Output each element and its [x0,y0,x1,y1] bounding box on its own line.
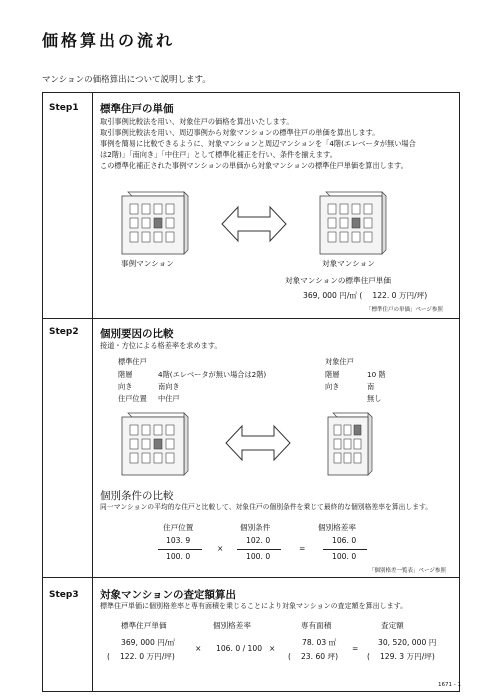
fraction-denominator: 100. 0 [332,552,357,561]
tgt-value: 無し [367,394,382,403]
times-sign: × [269,644,276,653]
equals-sign: = [352,644,359,653]
step3-subtext: 標準住戸単価に個別格差率と専有面積を乗じることにより対象マンションの査定額を算出します。 [100,602,408,610]
floor-area-tsubo: ( 23. 60 坪) [288,652,339,661]
col-individual-condition: 個別条件 [240,523,271,532]
divider-step1-step2 [42,318,460,319]
standard-unit-building-icon [122,413,188,475]
step1-label: Step1 [49,103,79,113]
step1-line: この標準化補正された事例マンションの単価から対象マンションの標準住戸単価を算出します。 [100,161,408,170]
step1-reference-note: 「標準住戸の単価」ページ参照 [366,307,443,313]
condition-comparison-text: 同一マンションの平均的な住戸と比較して、対象住戸の個別条件を乗じて最終的な個別格差率を算出します。 [100,503,433,511]
individual-rate-value: 106. 0 / 100 [216,644,263,653]
col-individual-rate: 個別格差率 [213,621,251,630]
std-key: 階層 [118,370,133,379]
col-unit-position: 住戸位置 [163,523,194,532]
fraction-denominator: 100. 0 [246,552,271,561]
target-mansion-caption: 対象マンション [322,259,375,268]
condition-comparison-heading: 個別条件の比較 [100,490,174,502]
step1-line: 取引事例比較法を用い、対象住戸の価格を算出いたします。 [100,117,294,126]
step1-line: 取引事例比較法を用い、周辺事例から対象マンションの標準住戸の単価を算出します。 [100,128,380,137]
step2-reference-note: 「個別格差一覧表」ページ参照 [369,568,446,574]
fraction-numerator: 106. 0 [332,536,357,545]
fraction-numerator: 103. 9 [166,536,191,545]
assessed-value-total: 30, 520, 000 円 [378,638,437,647]
target-building-icon [320,192,386,254]
std-value: 南向き [158,382,180,391]
case-building-icon [122,192,188,254]
step2-label: Step2 [49,327,79,337]
tgt-value: 南 [367,382,375,391]
double-arrow-icon [222,207,286,241]
fraction-denominator: 100. 0 [166,552,191,561]
step1-line: は2階)」「南向き」「中住戸」として標準化補正を行い、条件を揃えます。 [100,150,337,159]
step3-heading: 対象マンションの査定額算出 [100,589,237,601]
fraction-bar [158,549,202,550]
floor-area-sqm: 78. 03 ㎡ [302,638,337,647]
page-title: 価格算出の流れ [42,31,176,50]
page-number: 1671 - 1 [438,682,461,688]
intro-text: マンションの価格算出について説明します。 [42,75,211,85]
fraction-bar [237,549,281,550]
fraction-bar [323,549,367,550]
std-key: 住戸位置 [118,394,147,403]
standard-unit-price-value: 369, 000 円/㎡ ( 122. 0 万円/坪) [303,291,428,300]
col-individual-rate: 個別格差率 [318,523,356,532]
step1-line: 事例を簡易に比較できるように、対象マンションと周辺マンションを「4階(エレベータが無い場合 [100,139,416,148]
tgt-key: 向き [325,382,340,391]
tgt-value: 10 階 [367,370,386,379]
fraction-numerator: 102. 0 [246,536,271,545]
target-unit-title: 対象住戸 [325,357,354,366]
assessed-value-tsubo: ( 129. 3 万円/坪) [367,652,435,661]
times-sign: × [217,544,224,553]
tgt-key: 階層 [325,370,340,379]
std-key: 向き [118,382,133,391]
step3-label: Step3 [49,590,79,600]
standard-unit-price-tsubo: ( 122. 0 万円/坪) [107,652,175,661]
equals-sign: = [299,544,306,553]
divider-step2-step3 [42,577,460,578]
step1-heading: 標準住戸の単価 [100,103,174,115]
standard-unit-price-sqm: 369, 000 円/㎡ [121,638,175,647]
label-column-divider [92,92,93,692]
case-mansion-caption: 事例マンション [121,259,174,268]
double-arrow-icon [226,426,290,460]
col-floor-area: 専有面積 [301,621,332,630]
step2-subtext: 接道・方位による格差率を求めます。 [100,341,222,350]
std-value: 中住戸 [158,394,180,403]
standard-unit-price-label: 対象マンションの標準住戸単価 [285,276,391,285]
std-value: 4階(エレベータが無い場合は2階) [158,370,267,379]
col-standard-unit-price: 標準住戸単価 [121,621,167,630]
standard-unit-title: 標準住戸 [118,357,147,366]
step2-heading: 個別要因の比較 [100,328,174,340]
times-sign: × [195,644,202,653]
col-assessed-value: 査定額 [381,621,404,630]
target-unit-building-icon [328,413,372,475]
